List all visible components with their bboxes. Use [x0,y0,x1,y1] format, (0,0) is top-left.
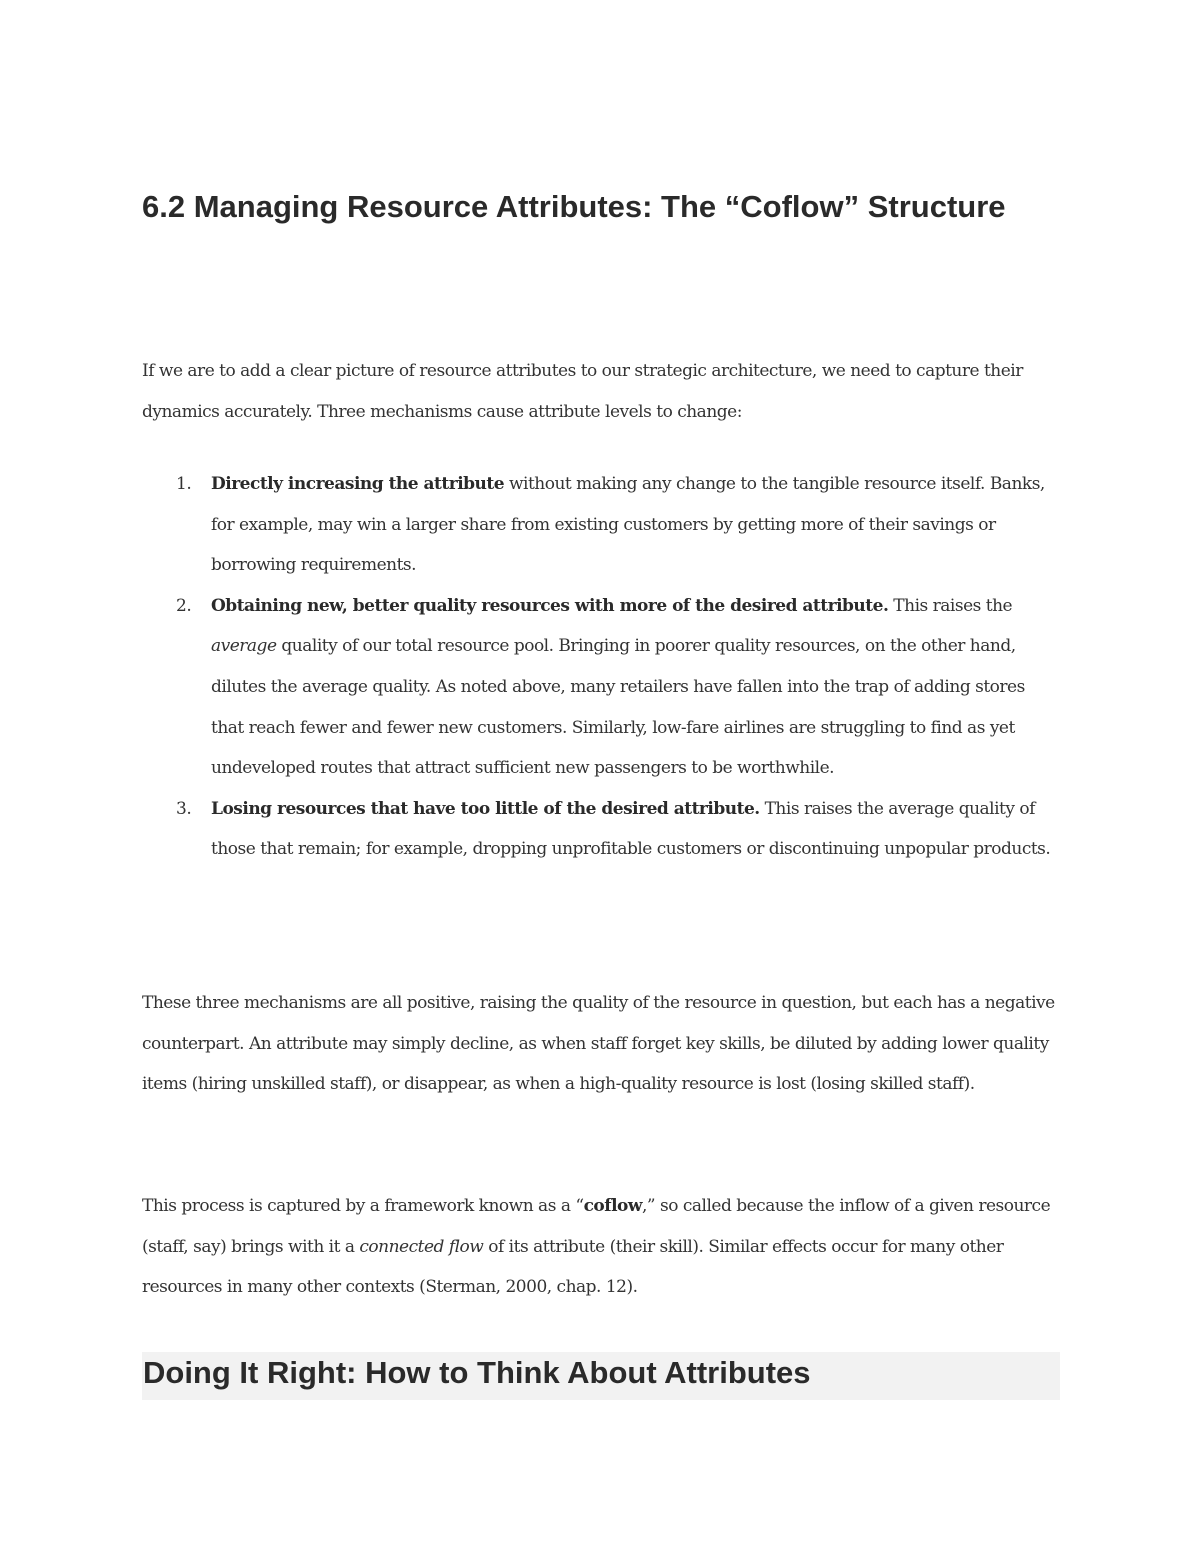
list-item-number: 1. [176,474,192,494]
list-item-number: 2. [176,595,192,616]
list-item-bold-lead: Obtaining new, better quality resources with more of the desired attribute. [211,595,889,616]
list-item [142,586,1060,789]
section-title: 6.2 Managing Resource Attributes: The “Coflow” Structure [142,189,1006,224]
list-item-emphasis: average [211,636,277,657]
coflow-text: of its attribute (their skill). Similar effects occur for many other resources in many other contexts (Sterman, 2000, chap. 12). [142,1236,1004,1298]
intro-paragraph: If we are to add a clear picture of resource attributes to our strategic architecture, we need to capture their dynamics accurately. Three mechanisms cause attribute levels to change: [142,361,1023,422]
list-item-text: without making any change to the tangible resource itself. Banks, for example, may win a larger share from existing customers by getting more of their savings or borrowing requirements. [211,474,1045,576]
subheading-banner [142,1352,1060,1400]
coflow-text: This process is captured by a framework known as a “ [142,1196,584,1216]
coflow-emphasis: connected flow [359,1236,484,1257]
counterpart-paragraph: These three mechanisms are all positive, raising the quality of the resource in question, but each has a negative counterpart. An attribute may simply decline, as when staff forget key skills, be diluted by adding lower quality items (hiring unskilled staff), or disappear, as when a high-quality resource is lost (losing skilled staff). [142,993,1055,1095]
list-item-text: This raises the [888,595,1013,616]
coflow-text: ,” so called because the inflow of a given resource (staff, say) brings with it a [142,1196,1051,1257]
coflow-term: coflow [583,1196,642,1216]
list-item-bold-lead: Losing resources that have too little of the desired attribute. [211,798,760,819]
list-item-text: quality of our total resource pool. Bringing in poorer quality resources, on the other hand, dilutes the average quality. As noted above, many retailers have fallen into the trap of adding stores that reach fewer and fewer new customers. Similarly, low-fare airlines are struggling to find as yet undeveloped routes that attract sufficient new passengers to be worthwhile. [211,636,1025,779]
coflow-paragraph [142,1186,1060,1308]
list-item-text: This raises the average quality of those that remain; for example, dropping unprofitable customers or discontinuing unpopular products. [211,798,1051,860]
list-item [142,789,1060,870]
list-item [142,464,1060,586]
subheading-title: Doing It Right: How to Think About Attributes [143,1355,811,1390]
list-item-number: 3. [176,798,192,819]
list-item-bold-lead: Directly increasing the attribute [211,474,505,494]
mechanisms-list [142,464,1060,870]
